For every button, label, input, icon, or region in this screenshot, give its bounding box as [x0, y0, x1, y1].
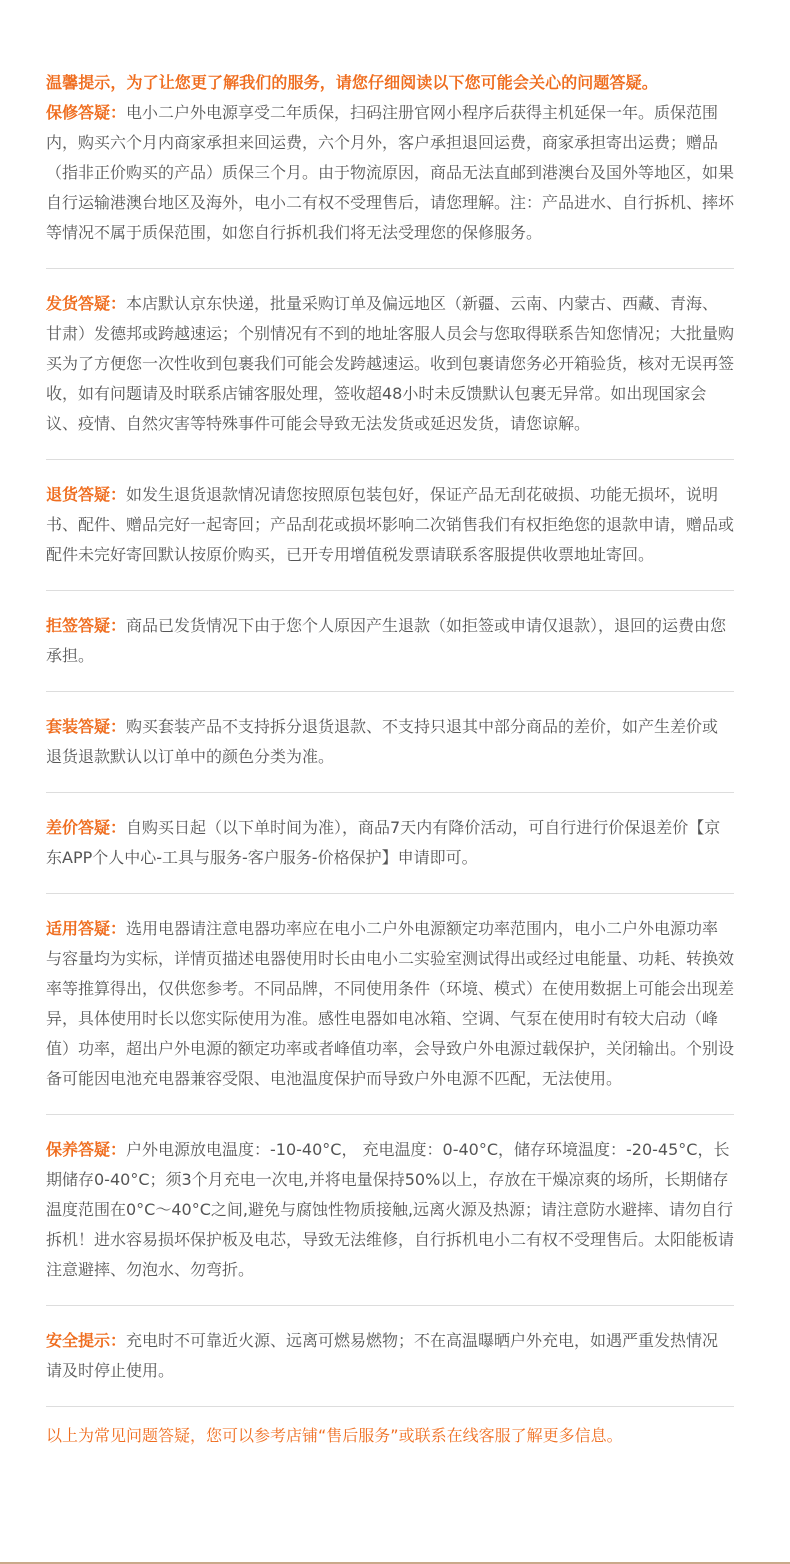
section-text: 选用电器请注意电器功率应在电小二户外电源额定功率范围内，电小二户外电源功率与容量均为实标，详情页描述电器使用时长由电小二实验室测试得出或经过电能量、功耗、转换效率等推算得出，仅供您参考。不同品牌，不同使用条件（环境、模式）在使用数据上可能会出现差异，具体使用时长以您实际使用为准。感性电器如电冰箱、空调、气泵在使用时有较大启动（峰值）功率，超出户外电源的额定功率或者峰值功率，会导致户外电源过载保护，关闭输出。个别设备可能因电池充电器兼容受限、电池温度保护而导致户外电源不匹配，无法使用。: [46, 919, 735, 1088]
faq-section-safety: [46, 1306, 734, 1407]
section-text: 本店默认京东快递，批量采购订单及偏远地区（新疆、云南、内蒙古、西藏、青海、甘肃）发德邦或跨越速运；个别情况有不到的地址客服人员会与您取得联系告知您情况；大批量购买为了方便您一次性收到包裹我们可能会发跨越速运。收到包裹请您务必开箱验货，核对无误再签收，如有问题请及时联系店铺客服处理，签收超48小时未反馈默认包裹无异常。如出现国家会议、疫情、自然灾害等特殊事件可能会导致无法发货或延迟发货，请您谅解。: [46, 294, 735, 433]
section-text: 自购买日起（以下单时间为准），商品7天内有降价活动，可自行进行价保退差价【京东APP个人中心-工具与服务-客户服务-价格保护】申请即可。: [46, 818, 721, 867]
section-text: 户外电源放电温度：-10-40°C， 充电温度：0-40°C，储存环境温度：-20-45°C，长期储存0-40°C；须3个月充电一次电,并将电量保持50%以上，存放在干燥凉爽的场所，长期储存温度范围在0°C～40°C之间,避免与腐蚀性物质接触,远离火源及热源；请注意防水避摔、请勿自行拆机！进水容易损坏保护板及电芯，导致无法维修，自行拆机电小二有权不受理售后。太阳能板请注意避摔、勿泡水、勿弯折。: [46, 1140, 735, 1279]
faq-section-return: [46, 460, 734, 591]
section-label: 退货答疑：: [46, 485, 127, 504]
section-text: 如发生退货退款情况请您按照原包装包好，保证产品无刮花破损、功能无损坏，说明书、配件、赠品完好一起寄回；产品刮花或损坏影响二次销售我们有权拒绝您的退款申请，赠品或配件未完好寄回默认按原价购买，已开专用增值税发票请联系客服提供收票地址寄回。: [46, 485, 735, 564]
section-label: 差价答疑：: [46, 818, 127, 837]
section-label: 保养答疑：: [46, 1140, 127, 1159]
section-text: 电小二户外电源享受二年质保，扫码注册官网小程序后获得主机延保一年。质保范围内，购买六个月内商家承担来回运费，六个月外，客户承担退回运费，商家承担寄出运费；赠品（指非正价购买的产品）质保三个月。由于物流原因，商品无法直邮到港澳台及国外等地区，如果自行运输港澳台地区及海外，电小二有权不受理售后，请您理解。注：产品进水、自行拆机、摔坏等情况不属于质保范围，如您自行拆机我们将无法受理您的保修服务。: [46, 103, 735, 242]
intro-tip: 温馨提示，为了让您更了解我们的服务，请您仔细阅读以下您可能会关心的问题答疑。: [46, 73, 658, 92]
faq-page: [46, 68, 734, 1451]
faq-section-maintenance: [46, 1115, 734, 1306]
faq-section-bundle: [46, 692, 734, 793]
section-text: 充电时不可靠近火源、远离可燃易燃物；不在高温曝晒户外充电，如遇严重发热情况请及时停止使用。: [46, 1331, 719, 1380]
faq-section-usage: [46, 894, 734, 1115]
section-label: 保修答疑：: [46, 103, 127, 122]
section-label: 套装答疑：: [46, 717, 127, 736]
section-text: 商品已发货情况下由于您个人原因产生退款（如拒签或申请仅退款），退回的运费由您承担。: [46, 616, 727, 665]
section-label: 发货答疑：: [46, 294, 127, 313]
faq-section-price-diff: [46, 793, 734, 894]
section-label: 拒签答疑：: [46, 616, 127, 635]
faq-section-reject: [46, 591, 734, 692]
outro-note: 以上为常见问题答疑，您可以参考店铺“售后服务”或联系在线客服了解更多信息。: [46, 1426, 623, 1445]
section-label: 适用答疑：: [46, 919, 127, 938]
faq-section-warranty: [46, 98, 734, 269]
section-label: 安全提示：: [46, 1331, 127, 1350]
faq-section-shipping: [46, 269, 734, 460]
section-text: 购买套装产品不支持拆分退货退款、不支持只退其中部分商品的差价，如产生差价或退货退款默认以订单中的颜色分类为准。: [46, 717, 719, 766]
